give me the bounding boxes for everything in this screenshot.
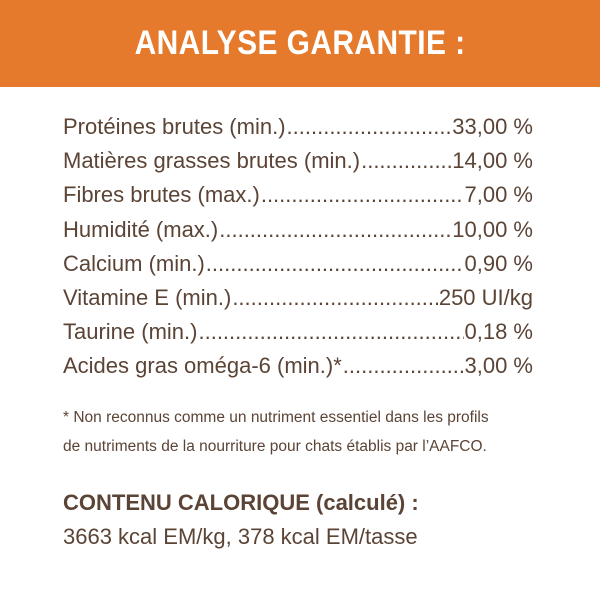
list-item xyxy=(63,148,533,182)
dot-leader xyxy=(361,148,451,174)
caloric-value: 3663 kcal EM/kg, 378 kcal EM/tasse xyxy=(63,524,418,549)
footnote-line: de nutriments de la nourriture pour chats établis par l’AAFCO. xyxy=(63,438,487,455)
nutrient-label: Acides gras oméga-6 (min.)* xyxy=(63,353,342,379)
dot-leader xyxy=(287,114,452,140)
list-item xyxy=(63,353,533,387)
nutrient-value: 14,00 % xyxy=(452,148,533,174)
list-item xyxy=(63,217,533,251)
list-item xyxy=(63,114,533,148)
caloric-heading xyxy=(63,486,583,520)
caloric-content-section xyxy=(63,486,583,554)
nutrient-label: Taurine (min.) xyxy=(63,319,198,345)
guaranteed-analysis-list xyxy=(63,114,533,388)
nutrient-label: Calcium (min.) xyxy=(63,250,205,276)
dot-leader xyxy=(219,217,451,243)
nutrient-label: Vitamine E (min.) xyxy=(63,284,232,310)
page-title: ANALYSE GARANTIE : xyxy=(134,24,466,62)
nutrient-value: 250 UI/kg xyxy=(438,284,533,310)
header-banner xyxy=(0,0,600,87)
nutrient-value: 0,18 % xyxy=(464,319,533,345)
dot-leader xyxy=(261,182,464,208)
nutrient-value: 33,00 % xyxy=(452,114,533,139)
nutrient-label: Humidité (max.) xyxy=(63,216,219,242)
list-item xyxy=(63,285,533,319)
list-item xyxy=(63,182,533,216)
nutrient-label: Matières grasses brutes (min.) xyxy=(63,148,361,174)
nutrient-label: Protéines brutes (min.) xyxy=(63,114,286,139)
caloric-title-suffix: (calculé) : xyxy=(309,490,419,515)
nutrient-value: 7,00 % xyxy=(464,182,533,208)
nutrient-value: 3,00 % xyxy=(464,353,533,379)
footnote-line: * Non reconnus comme un nutriment essentiel dans les profils xyxy=(63,409,489,426)
dot-leader xyxy=(232,285,438,311)
list-item xyxy=(63,251,533,285)
dot-leader xyxy=(198,319,463,345)
nutrient-value: 0,90 % xyxy=(464,250,533,276)
nutrient-label: Fibres brutes (max.) xyxy=(63,182,260,208)
list-item xyxy=(63,319,533,353)
dot-leader xyxy=(343,353,464,379)
footnote xyxy=(63,403,563,461)
caloric-title: CONTENU CALORIQUE xyxy=(63,490,310,515)
nutrient-value: 10,00 % xyxy=(452,216,533,242)
dot-leader xyxy=(206,251,464,277)
